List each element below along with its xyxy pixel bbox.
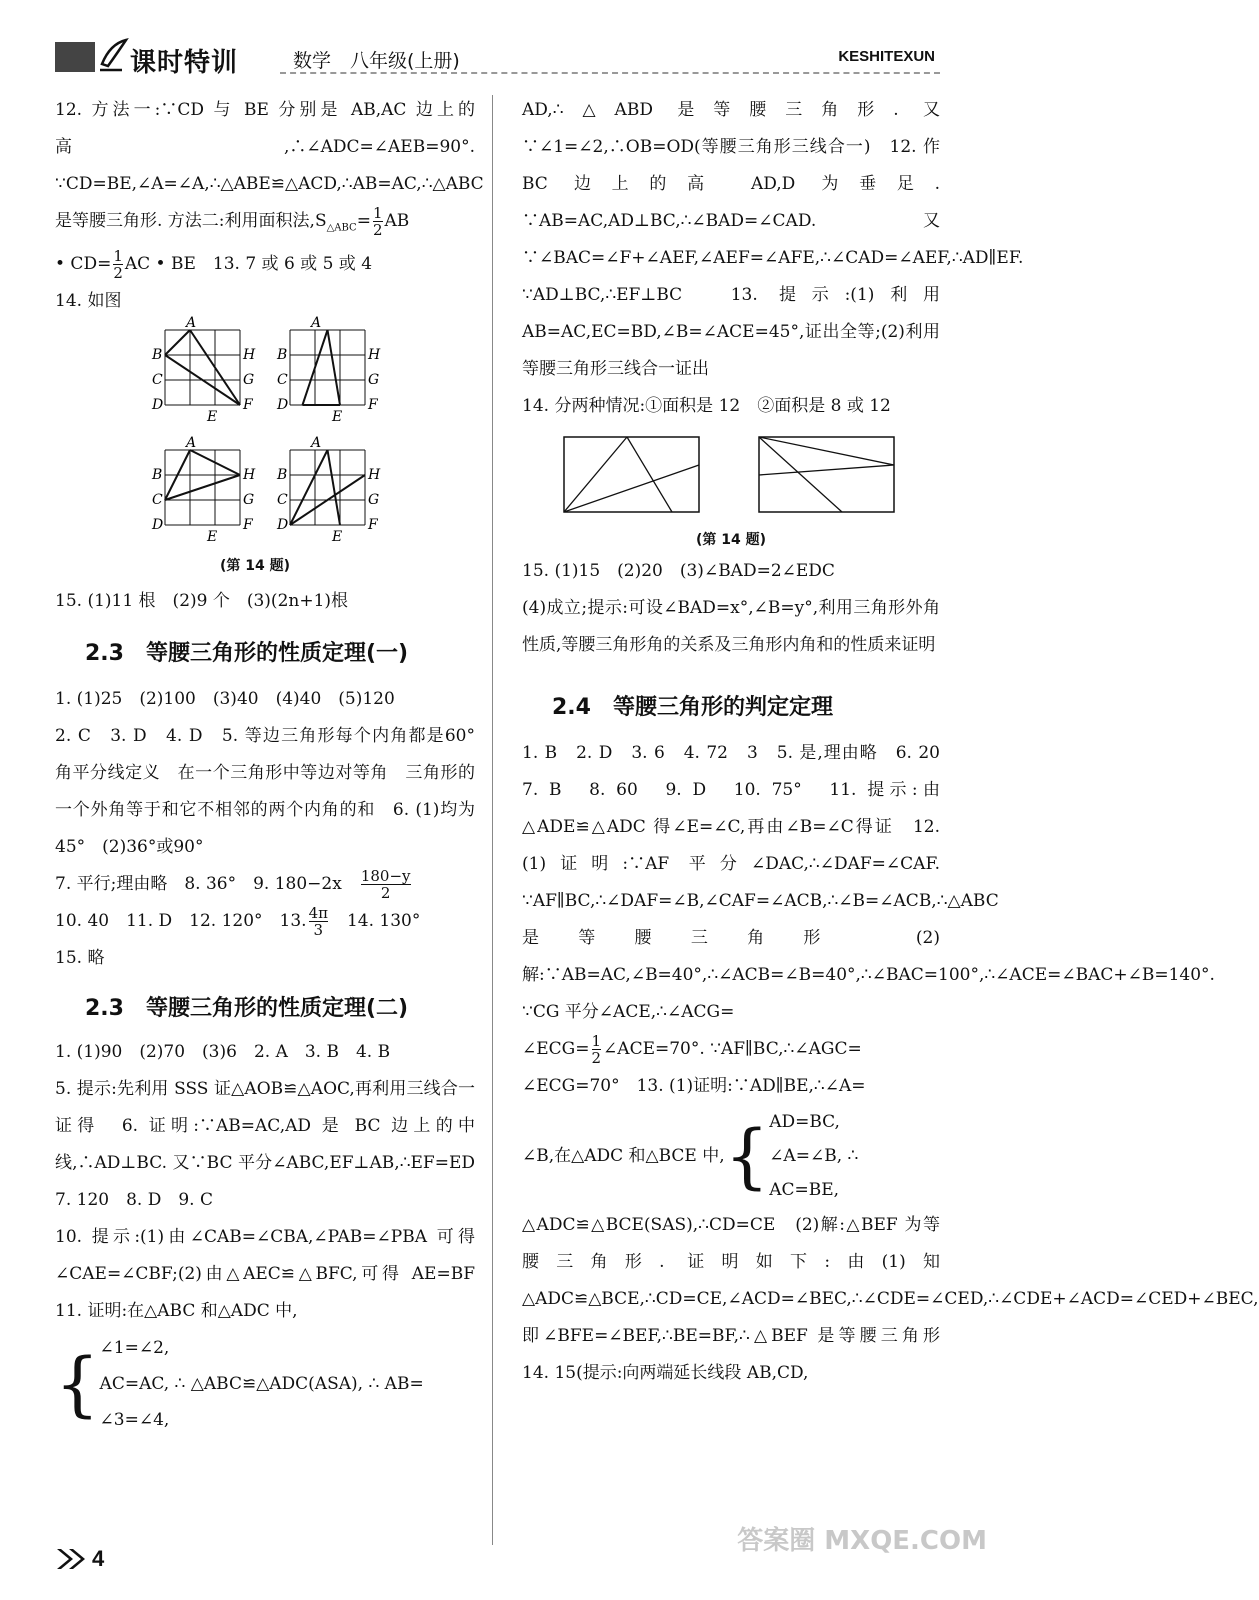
s2-answer-11-system: { ∠1=∠2, AC=AC, ∴ △ABC≌△ADC(ASA), ∴ AB= ∠3=∠4, xyxy=(55,1338,424,1431)
section-title-2: 2.3 等腰三角形的性质定理(二) xyxy=(85,996,409,1022)
answer-13: ∠ECG=70° 13. (1)证明:∵AD∥BE,∴∠A= xyxy=(522,1076,866,1096)
header-brand: KESHITEXUN xyxy=(838,48,935,65)
grid-point-label: H xyxy=(368,347,381,364)
answer-ecg: ∠ECG= $\frac{1}{2}$ ∠ACE=70°. ∵AF∥BC,∴∠AGC= xyxy=(522,1032,862,1067)
s1-answer-10: 10. 40 11. D 12. 120° 13. $\frac{4\pi}{3}$ 14. 130° xyxy=(55,904,421,940)
right-brace: { xyxy=(724,1115,770,1197)
figure-14-grids xyxy=(55,315,475,555)
fraction-half-3: $\frac{1}{2}$ xyxy=(591,1032,602,1067)
double-arrow-icon xyxy=(55,1546,95,1572)
grid-point-label: H xyxy=(368,467,381,484)
right-answer-15-4: (4)成立;提示:可设∠BAD=x°,∠B=y°,利用三角形外角性质,等腰三角形角的关系及三角形内角和的性质来证明 xyxy=(522,598,940,655)
grid-point-label: A xyxy=(186,435,197,452)
answer-12: 12. 方法一:∵CD 与 BE 分别是 AB,AC 边上的高,∴∠ADC=∠AEB=90°. ∵CD=BE,∠A=∠A,∴△ABE≌△ACD,∴AB=AC,∴△ABC是等腰三角形. 方法二:利用面积法$,S_{\triangle ABC}=$ $\frac{1}{2}$ AB xyxy=(55,100,484,239)
figure-caption-right: (第 14 题) xyxy=(695,532,767,548)
grid-point-label: C xyxy=(152,372,163,389)
answer-13-rest: △ADC≌△BCE(SAS),∴CD=CE (2)解:△BEF 为等腰三角形. 证明如下:由(1)知△ADC≌△BCE,∴CD=CE,∠ACD=∠BEC,∴∠CDE=∠CED,∴∠CDE+∠ACD=∠CED+∠BEC,即∠BFE=∠BEF,∴BE=BF,∴△BEF 是等腰三角形 14. 15(提示:向两端延长线段 AB,CD, xyxy=(522,1215,1259,1383)
right-answer-14: 14. 分两种情况:①面积是 12 ②面积是 8 或 12 xyxy=(522,396,891,416)
s2-answer-5: 5. 提示:先利用 SSS 证△AOB≌△AOC,再利用三线合一证得 6. 证明:∵AB=AC,AD 是 BC 边上的中线,∴AD⊥BC. 又∵BC 平分∠ABC,EF⊥AB,∴EF=ED 7. 120 8. D 9. C xyxy=(55,1079,492,1211)
header-subtitle: 数学 八年级(上册) xyxy=(293,50,460,72)
triangle-side xyxy=(165,330,190,355)
grid-point-label: D xyxy=(152,517,164,534)
s1-answer-1: 1. (1)25 (2)100 (3)40 (4)40 (5)120 xyxy=(55,689,395,710)
grid-point-label: H xyxy=(243,467,256,484)
grid-point-label: G xyxy=(368,492,380,509)
s1-answer-7: 7. 平行;理由略 8. 36° 9. 180−2x $\frac{180-y}{2}$ xyxy=(55,867,411,903)
grid-point-label: C xyxy=(277,372,288,389)
column-divider xyxy=(492,95,493,1545)
grid-figures xyxy=(55,315,475,555)
rect-figure-1 xyxy=(564,437,699,512)
watermark-logo: 答案圈 MXQE.COM xyxy=(737,1526,987,1556)
page-header xyxy=(0,0,1017,80)
grid-point-label: G xyxy=(243,492,255,509)
grid-point-label: E xyxy=(207,409,218,426)
s1-answer-2: 2. C 3. D 4. D 5. 等边三角形每个内角都是60° 角平分线定义 在一个三角形中等边对等角 三角形的一个外角等于和它不相邻的两个内角的和 6. (1)均为45° (2)36°或90° xyxy=(55,726,492,858)
grid-point-label: B xyxy=(277,347,288,364)
grid-point-label: B xyxy=(277,467,288,484)
logo-block xyxy=(55,42,95,72)
right-column xyxy=(522,92,1259,1392)
fraction-half-2: $\frac{1}{2}$ xyxy=(113,247,123,283)
answer-15: 15. (1)11 根 (2)9 个 (3)(2n+1)根 xyxy=(55,591,349,612)
grid-point-label: B xyxy=(152,467,163,484)
s2-answer-10: 10. 提示:(1)由∠CAB=∠CBA,∠PAB=∠PBA 可得∠CAE=∠CBF;(2)由△AEC≌△BFC,可得 AE=BF 11. 证明:在△ABC 和△ADC 中, xyxy=(55,1227,492,1322)
section-title-3: 2.4 等腰三角形的判定定理 xyxy=(552,695,833,720)
grid-point-label: A xyxy=(311,435,322,452)
grid-point-label: A xyxy=(311,315,322,332)
pen-icon xyxy=(98,34,132,74)
s1-answer-15: 15. 略 xyxy=(55,948,105,969)
grid-point-label: E xyxy=(332,409,343,426)
grid-point-label: E xyxy=(332,529,343,546)
grid-point-label: B xyxy=(152,347,163,364)
right-answers-top: AD,∴△ABD 是等腰三角形. 又∵∠1=∠2,∴OB=OD(等腰三角形三线合一) 12. 作 BC 边上的高 AD,D 为垂足. ∵AB=AC,AD⊥BC,∴∠BAD=∠CAD. 又∵∠BAC=∠F+∠AEF,∠AEF=∠AFE,∴∠CAD=∠AEF,∴AD∥EF. ∵AD⊥BC,∴EF⊥BC 13. 提示:(1)利用 AB=AC,EC=BD,∠B=∠ACE=45°,证出全等;(2)利用等腰三角形三线合一证出 xyxy=(522,100,1024,379)
fraction-180y: $\frac{180-y}{2}$ xyxy=(360,867,411,903)
area-s: S xyxy=(314,211,327,231)
left-column xyxy=(55,92,492,1438)
page-number: 4 xyxy=(92,1546,105,1571)
grid-point-label: G xyxy=(243,372,255,389)
section-title-1: 2.3 等腰三角形的性质定理(一) xyxy=(85,641,409,667)
right-answer-15: 15. (1)15 (2)20 (3)∠BAD=2∠EDC xyxy=(522,561,835,581)
grid-point-label: F xyxy=(243,397,253,414)
grid-point-label: H xyxy=(243,347,256,364)
grid-point-label: D xyxy=(152,397,164,414)
logo-title: 课时特训 xyxy=(130,48,239,78)
grid-point-label: A xyxy=(186,315,197,332)
rect-figure-2 xyxy=(759,437,894,512)
fraction-half-1: $\frac{1}{2}$ xyxy=(372,204,383,239)
triangle-side xyxy=(328,330,341,405)
grid-point-label: F xyxy=(243,517,253,534)
s2-answer-1: 1. (1)90 (2)70 (3)6 2. A 3. B 4. B xyxy=(55,1042,391,1063)
grid-point-label: D xyxy=(277,517,289,534)
figure-caption-left: (第 14 题) xyxy=(219,558,291,575)
grid-point-label: F xyxy=(368,397,378,414)
fraction-4pi: $\frac{4\pi}{3}$ xyxy=(308,904,328,940)
header-divider xyxy=(280,72,940,74)
answer-13-system: ∠B,在△ADC 和△BCE 中, { AD=BC, ∠A=∠B, ∴ AC=BE, xyxy=(522,1112,859,1200)
answer-14-label: 14. 如图 xyxy=(55,291,122,312)
grid-point-label: D xyxy=(277,397,289,414)
answer-12-cont: • CD= $\frac{1}{2}$ AC • BE 13. 7 或 6 或 5 或 4 xyxy=(55,247,373,283)
grid-point-label: C xyxy=(277,492,288,509)
rectangle-figures xyxy=(522,425,940,525)
left-brace: { xyxy=(55,1343,100,1426)
grid-point-label: F xyxy=(368,517,378,534)
triangle-side xyxy=(328,450,341,525)
grid-point-label: C xyxy=(152,492,163,509)
grid-point-label: E xyxy=(207,529,218,546)
triangle-side xyxy=(290,450,328,525)
grid-point-label: G xyxy=(368,372,380,389)
area-sub: △ABC xyxy=(326,222,357,234)
section3-answers: 1. B 2. D 3. 6 4. 72 3 5. 是,理由略 6. 20 7. B 8. 60 9. D 10. 75° 11. 提示:由△ADE≌△ADC 得∠E=∠C,再由∠B=∠C得证 12. (1)证明:∵AF 平分∠DAC,∴∠DAF=∠CAF. ∵AF∥BC,∴∠DAF=∠B,∠CAF=∠ACB,∴∠B=∠ACB,∴△ABC 是等腰三角形 (2)解:∵AB=AC,∠B=40°,∴∠ACB=∠B=40°,∴∠BAC=100°,∴∠ACE=∠BAC+∠B=140°. ∵CG 平分∠ACE,∴∠ACG= xyxy=(522,743,1215,1022)
